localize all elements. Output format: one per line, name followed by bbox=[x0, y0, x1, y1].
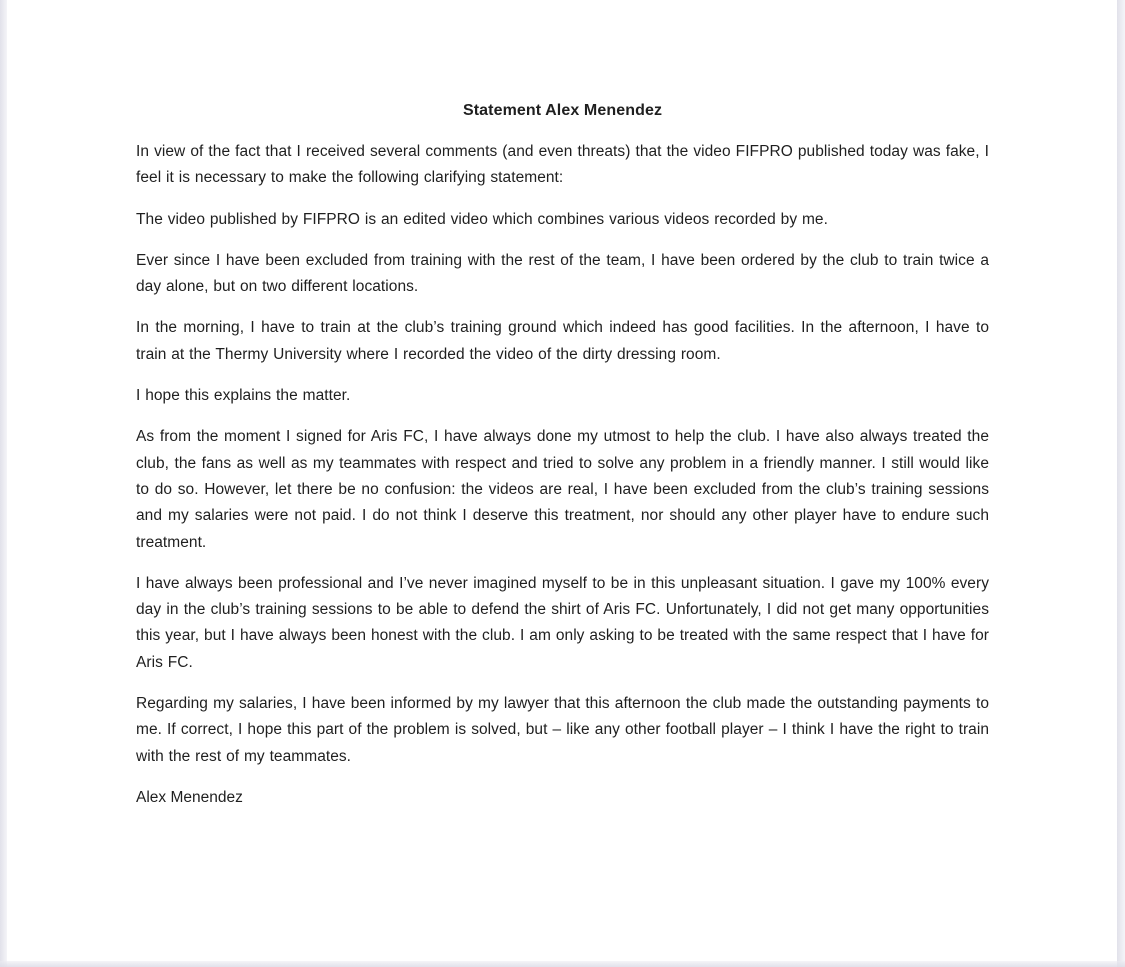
paragraph-training-locations: In the morning, I have to train at the club’s training ground which indeed has good facilities. In the afternoon, I have to train at the Thermy University where I recorded the video of the dirty dressing room. bbox=[136, 319, 989, 363]
page-edge-left bbox=[0, 0, 7, 967]
paragraph-video-edited: The video published by FIFPRO is an edited video which combines various videos recorded by me. bbox=[136, 210, 828, 228]
page-edge-right bbox=[1117, 0, 1125, 967]
page-edge-bottom bbox=[0, 961, 1125, 967]
paragraph-excluded: Ever since I have been excluded from training with the rest of the team, I have been ordered by the club to train twice a day alone, but on two different locations. bbox=[136, 251, 989, 296]
document-title: Statement Alex Menendez bbox=[462, 102, 663, 119]
signature: Alex Menendez bbox=[136, 788, 243, 806]
paragraph-salaries: Regarding my salaries, I have been informed by my lawyer that this afternoon the club made the outstanding payments to me. If correct, I hope this part of the problem is solved, but – like any other football player – I think I have the right to train with the rest of my teammates. bbox=[136, 695, 989, 765]
paragraph-explains-matter: I hope this explains the matter. bbox=[136, 387, 351, 405]
paragraph-aris-fc-respect: As from the moment I signed for Aris FC, I have always done my utmost to help the club. I have also always treated the club, the fans as well as my teammates with respect and tried to solve any problem in a friendly manner. I still would like to do so. However, let there be no confusion: the videos are real, I have been excluded from the club’s training sessions and my salaries were not paid. I do not think I deserve this treatment, nor should any other player have to endure such treatment. bbox=[136, 428, 989, 551]
paragraph-professional: I have always been professional and I’ve never imagined myself to be in this unpleasant situation. I gave my 100% every day in the club’s training sessions to be able to defend the shirt of Aris FC. Unfortunately, I did not get many opportunities this year, but I have always been honest with the club. I am only asking to be treated with the same respect that I have for Aris FC. bbox=[136, 574, 989, 671]
paragraph-intro: In view of the fact that I received several comments (and even threats) that the video FIFPRO published today was fake, I feel it is necessary to make the following clarifying statement: bbox=[136, 143, 989, 187]
